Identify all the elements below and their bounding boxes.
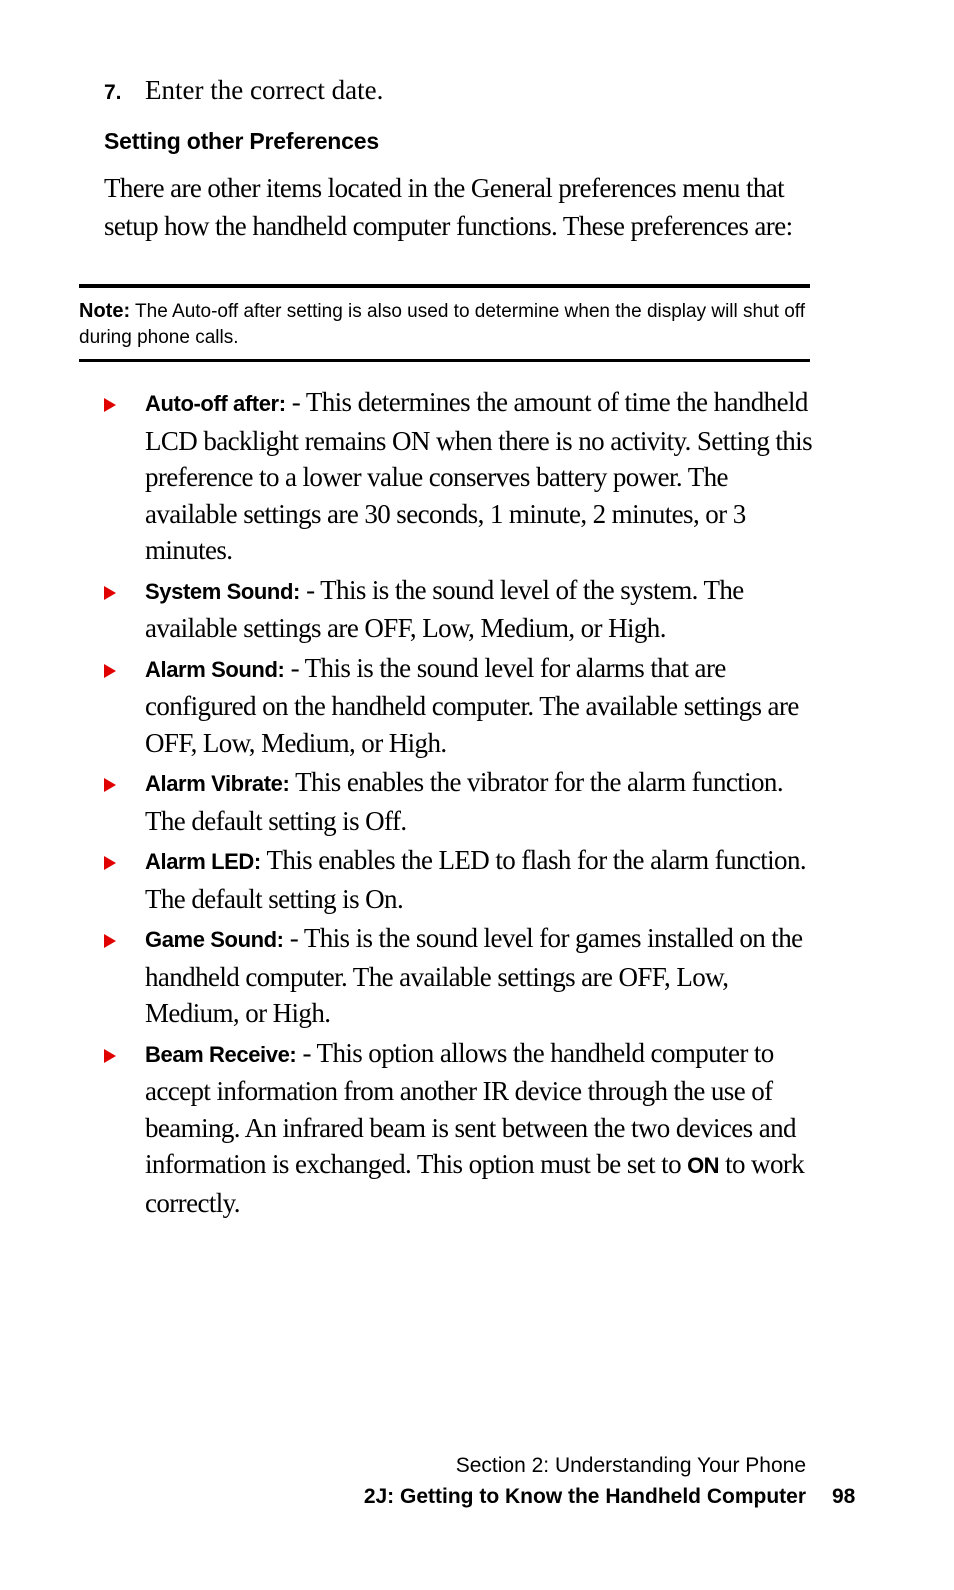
- bullet-arrow-icon: [104, 934, 116, 948]
- note-label: Note:: [79, 300, 131, 322]
- note-box: [79, 284, 810, 362]
- term-label: Auto-off after:: [145, 391, 286, 416]
- term-description: - This is the sound level for games installed on the handheld computer. The available settings are OFF, Low, Medium, or High.: [145, 923, 803, 1028]
- note-text: [79, 298, 810, 351]
- bullet-arrow-icon: [104, 1049, 116, 1063]
- page-number: 98: [832, 1485, 856, 1508]
- term-label: Alarm LED:: [145, 849, 261, 874]
- list-item-system-sound: [104, 572, 816, 647]
- intro-paragraph: There are other items located in the General preferences menu that setup how the handheld computer functions. These preferences are:: [104, 173, 793, 241]
- list-item-auto-off: [104, 384, 816, 569]
- preferences-list: [104, 384, 816, 1224]
- term-label: Alarm Vibrate:: [145, 771, 290, 796]
- term-description: This enables the LED to flash for the alarm function. The default setting is On.: [145, 845, 807, 914]
- term-label: Game Sound:: [145, 927, 284, 952]
- emphasis-on: ON: [687, 1153, 719, 1178]
- footer-chapter-title: 2J: Getting to Know the Handheld Computer: [363, 1485, 806, 1508]
- list-item-alarm-vibrate: [104, 764, 816, 839]
- term-description: - This determines the amount of time the handheld LCD backlight remains ON when there is no activity. Setting this preference to a lower value conserves battery power. The available settings are 30 seconds, 1 minute, 2 minutes, or 3 minutes.: [145, 387, 812, 565]
- term-label: Beam Receive:: [145, 1041, 297, 1067]
- bullet-arrow-icon: [104, 586, 116, 600]
- footer-section-title: Section 2: Understanding Your Phone: [455, 1454, 806, 1477]
- list-item-alarm-led: [104, 842, 816, 917]
- bullet-arrow-icon: [104, 778, 116, 792]
- term-label: Alarm Sound:: [145, 656, 285, 682]
- list-item-game-sound: [104, 920, 816, 1032]
- term-description: - This is the sound level for alarms that are configured on the handheld computer. The available settings are OFF, Low, Medium, or High.: [145, 652, 799, 758]
- list-item-alarm-sound: [104, 650, 816, 762]
- bullet-arrow-icon: [104, 664, 116, 678]
- term-description: - This option allows the handheld computer to accept information from another IR device through the use of beaming. An infrared beam is sent between the two devices and information is exchanged. This option must be set to: [145, 1037, 796, 1179]
- step-text: Enter the correct date.: [145, 75, 384, 105]
- list-item-beam-receive: [104, 1035, 816, 1222]
- step-item: [104, 72, 824, 111]
- note-body: The Auto-off after setting is also used to determine when the display will shut off during phone calls.: [79, 301, 806, 348]
- section-heading: Setting other Preferences: [104, 128, 379, 154]
- term-description: This enables the vibrator for the alarm function. The default setting is Off.: [145, 767, 783, 836]
- bullet-arrow-icon: [104, 856, 116, 870]
- term-description-end: to work correctly.: [145, 1149, 805, 1218]
- term-label: System Sound:: [145, 578, 300, 604]
- step-number: 7.: [104, 81, 122, 104]
- bullet-arrow-icon: [104, 398, 116, 412]
- term-description: - This is the sound level of the system. The available settings are OFF, Low, Medium, or High.: [145, 574, 744, 643]
